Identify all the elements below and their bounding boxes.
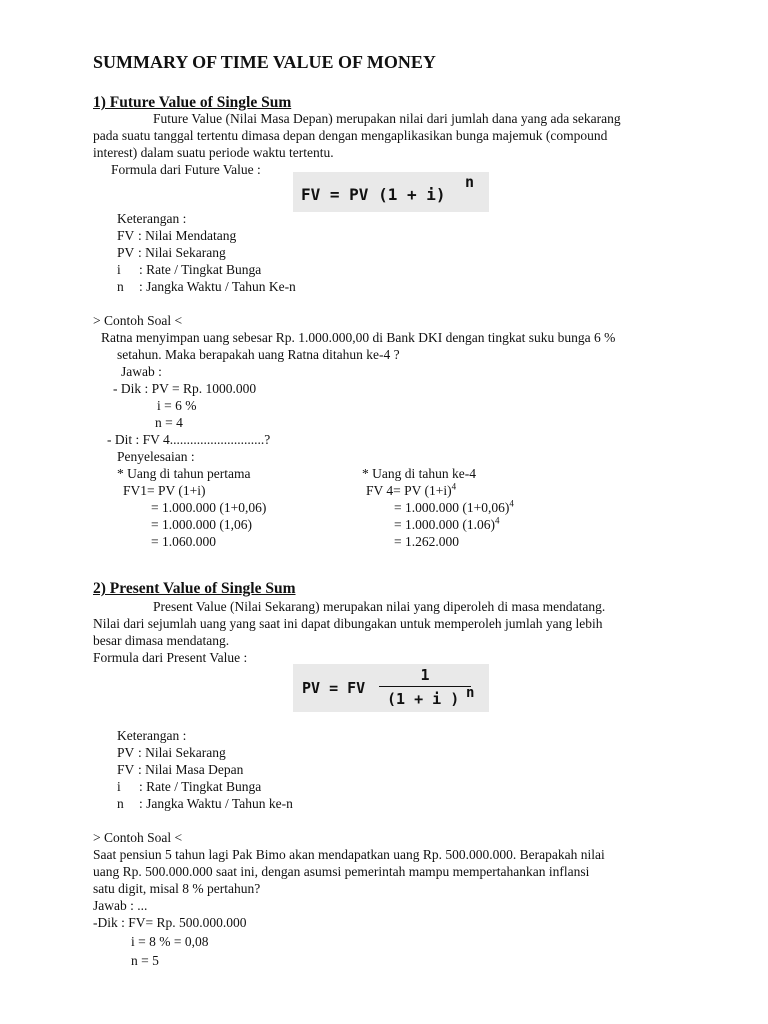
section2-jawab: Jawab : ...: [93, 898, 148, 913]
section1-ket-sym-1: FV: [117, 228, 135, 243]
fv-formula-exponent: n: [465, 173, 475, 191]
section1-ket-desc-4: : Jangka Waktu / Tahun Ke-n: [139, 279, 296, 294]
section1-paragraph-line1: Future Value (Nilai Masa Depan) merupakan nilai dari jumlah dana yang ada sekarang: [153, 111, 621, 126]
section2-formula-intro: Formula dari Present Value :: [93, 650, 248, 665]
section2-ket-sym-1: PV: [117, 745, 135, 760]
section2-soal-line2: uang Rp. 500.000.000 saat ini, dengan asumsi pemerintah mampu mempertahankan inflansi: [93, 864, 590, 879]
section1-ket-desc-1: : Nilai Mendatang: [138, 228, 237, 243]
calc-right-line3: [394, 516, 499, 533]
fv-formula-text: FV = PV (1 + i): [301, 185, 446, 204]
section1-ditanya: - Dit : FV 4............................?: [107, 432, 271, 447]
section1-ket-sym-3: i: [117, 262, 121, 277]
section2-ket-desc-2: : Nilai Masa Depan: [138, 762, 244, 777]
calc-left-line2: = 1.000.000 (1+0,06): [151, 500, 267, 515]
fv-formula-box: [293, 172, 489, 212]
calc-right-line3-exponent: 4: [494, 515, 500, 526]
section2-paragraph-line1: Present Value (Nilai Sekarang) merupakan nilai yang diperoleh di masa mendatang.: [153, 599, 606, 614]
section1-ket-desc-2: : Nilai Sekarang: [138, 245, 226, 260]
section1-diketahui: - Dik : PV = Rp. 1000.000: [113, 381, 257, 396]
section1-ket-desc-3: : Rate / Tingkat Bunga: [139, 262, 262, 277]
section2-ket-desc-4: : Jangka Waktu / Tahun ke-n: [139, 796, 293, 811]
section2-soal-line1: Saat pensiun 5 tahun lagi Pak Bimo akan mendapatkan uang Rp. 500.000.000. Berapakah nilai: [93, 847, 605, 862]
section1-soal-line2: setahun. Maka berapakah uang Ratna ditahun ke-4 ?: [117, 347, 400, 362]
calc-right-line2-exponent: 4: [509, 498, 514, 509]
page-title: SUMMARY OF TIME VALUE OF MONEY: [93, 52, 436, 72]
pv-formula-denominator: (1 + i ): [387, 690, 460, 708]
section1-ket-sym-4: n: [117, 279, 124, 294]
section1-penyelesaian: Penyelesaian :: [117, 449, 195, 464]
section1-paragraph-line3: interest) dalam suatu periode waktu tertentu.: [93, 145, 334, 160]
calc-left-line3: = 1.000.000 (1,06): [151, 517, 252, 532]
calc-right-heading: * Uang di tahun ke-4: [362, 466, 476, 481]
section1-heading: 1) Future Value of Single Sum: [93, 94, 292, 111]
section2-paragraph-line3: besar dimasa mendatang.: [93, 633, 230, 648]
calc-right-line2-text: = 1.000.000 (1+0,06): [394, 500, 510, 515]
calc-right-line2: [394, 499, 514, 516]
calc-left-line1: FV1= PV (1+i): [123, 483, 206, 498]
section2-contoh-soal: > Contoh Soal <: [93, 830, 183, 845]
calc-right-line3-text: = 1.000.000 (1.06): [394, 517, 495, 532]
section2-ket-sym-3: i: [117, 779, 121, 794]
section1-keterangan-title: Keterangan :: [117, 211, 187, 226]
section2-ket-desc-3: : Rate / Tingkat Bunga: [139, 779, 262, 794]
calc-right-line1-text: FV 4= PV (1+i): [366, 483, 452, 498]
section2-soal-line3: satu digit, misal 8 % pertahun?: [93, 881, 261, 896]
section2-heading: 2) Present Value of Single Sum: [93, 580, 296, 597]
section2-paragraph-line2: Nilai dari sejumlah uang yang saat ini dapat dibungakan untuk memperoleh jumlah yang lebih: [93, 616, 603, 631]
section2-diketahui-i: i = 8 % = 0,08: [131, 934, 209, 949]
section2-ket-sym-4: n: [117, 796, 124, 811]
section1-diketahui-n: n = 4: [155, 415, 183, 430]
section2-keterangan-title: Keterangan :: [117, 728, 187, 743]
pv-formula-lhs: PV = FV: [302, 679, 366, 697]
section1-contoh-soal: > Contoh Soal <: [93, 313, 183, 328]
section2-ket-desc-1: : Nilai Sekarang: [138, 745, 226, 760]
calc-right-line1-exponent: 4: [451, 481, 457, 492]
section2-ket-sym-2: FV: [117, 762, 135, 777]
pv-formula-box: [293, 664, 489, 712]
pv-formula-numerator: 1: [379, 667, 471, 687]
section2-diketahui-n: n = 5: [131, 953, 159, 968]
section1-paragraph-line2: pada suatu tanggal tertentu dimasa depan dengan mengaplikasikan bunga majemuk (compound: [93, 128, 608, 143]
section2-diketahui: -Dik : FV= Rp. 500.000.000: [93, 915, 247, 930]
section1-ket-sym-2: PV: [117, 245, 135, 260]
calc-right-line4: = 1.262.000: [394, 534, 459, 549]
section1-jawab: Jawab :: [121, 364, 162, 379]
section1-diketahui-i: i = 6 %: [157, 398, 197, 413]
section1-formula-intro: Formula dari Future Value :: [111, 162, 261, 177]
calc-left-heading: * Uang di tahun pertama: [117, 466, 251, 481]
calc-left-line4: = 1.060.000: [151, 534, 216, 549]
calc-right-line1: [366, 482, 456, 499]
pv-formula-exponent: n: [466, 685, 475, 701]
section1-soal-line1: Ratna menyimpan uang sebesar Rp. 1.000.000,00 di Bank DKI dengan tingkat suku bunga 6 %: [101, 330, 616, 345]
